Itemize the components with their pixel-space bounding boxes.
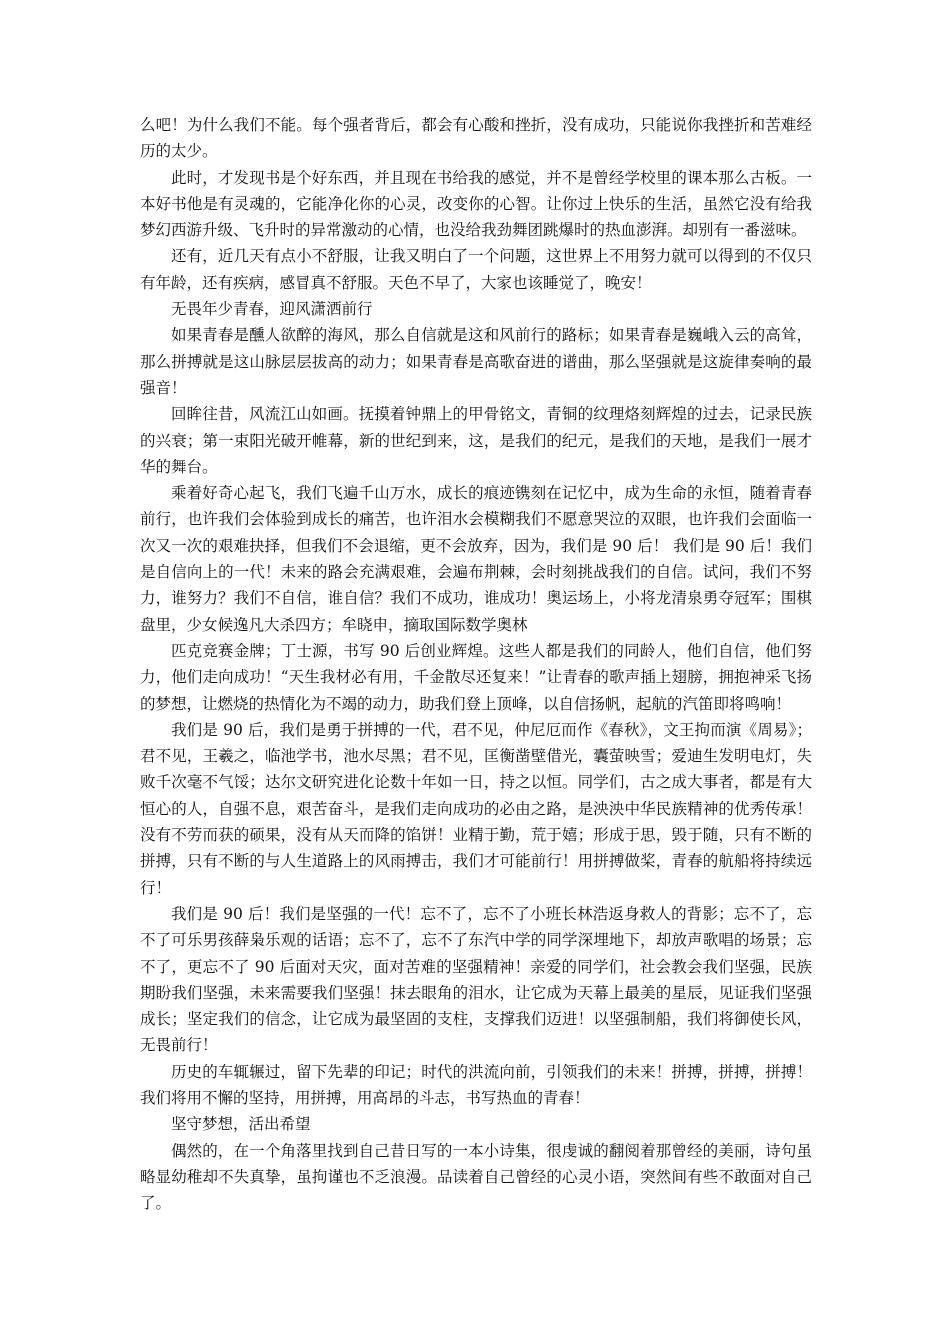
paragraph: 历史的车辄辗过，留下先辈的印记；时代的洪流向前，引领我们的未来！拼搏，拼搏，拼搏！我们将用不懈的坚持，用拼搏，用高昂的斗志，书写热血的青春！ [140,1062,812,1107]
paragraph: 偶然的，在一个角落里找到自己昔日写的一本小诗集，很虔诚的翻阅着那曾经的美丽，诗句虽略显幼稚却不失真挚，虽拘谨也不乏浪漫。品读着自己曾经的心灵小语，突然间有些不敢面对自己了。 [140,1141,812,1213]
document-page [140,112,812,1216]
paragraph: 我们是 90 后，我们是勇于拼搏的一代，君不见，仲尼厄而作《春秋》，文王拘而演《周易》；君不见，王羲之，临池学书，池水尽黑；君不见，匡衡凿壁借光，囊萤映雪；爱迪生发明电灯，失败千次毫不气馁；达尔文研究进化论数十年如一日，持之以恒。同学们，古之成大事者，都是有大恒心的人，自强不息，艰苦奋斗，是我们走向成功的必由之路，是泱泱中华民族精神的优秀传承！没有不劳而获的硕果，没有从天而降的馅饼！业精于勤，荒于嬉；形成于思，毁于随，只有不断的拼搏，只有不断的与人生道路上的风雨搏击，我们才可能前行！用拼搏做桨，青春的航船将持续远行！ [140,720,812,897]
section-title: 坚守梦想，活出希望 [171,1115,311,1134]
paragraph: 此时，才发现书是个好东西，并且现在书给我的感觉，并不是曾经学校里的课本那么古板。一本好书他是有灵魂的，它能净化你的心灵，改变你的心智。让你过上快乐的生活，虽然它没有给我梦幻西游升级、飞升时的异常激动的心情，也没给我劲舞团跳爆时的热血澎湃。却别有一番滋味。 [140,168,812,240]
paragraph: 么吧！为什么我们不能。每个强者背后，都会有心酸和挫折，没有成功，只能说你我挫折和苦难经历的太少。 [140,116,812,161]
section-title: 无畏年少青春，迎风潇洒前行 [171,300,373,319]
paragraph: 回眸往昔，风流江山如画。抚摸着钟鼎上的甲骨铭文，青铜的纹理烙刻辉煌的过去，记录民族的兴衰；第一束阳光破开帷幕，新的世纪到来，这，是我们的纪元，是我们的天地，是我们一展才华的舞台。 [140,405,812,476]
paragraph: 我们是 90 后！我们是坚强的一代！忘不了，忘不了小班长林浩返身救人的背影；忘不了，忘不了可乐男孩薛枭乐观的话语；忘不了，忘不了东汽中学的同学深埋地下，却放声歌唱的场景；忘不了，更忘不了 90 后面对天灾，面对苦难的坚强精神！亲爱的同学们，社会教会我们坚强，民族期盼我们坚强，未来需要我们坚强！抹去眼角的泪水，让它成为天幕上最美的星辰，见证我们坚强成长；坚定我们的信念，让它成为最坚固的支柱，支撑我们迈进！以坚强制船，我们将御使长风，无畏前行！ [140,904,812,1055]
paragraph: 如果青春是醺人欲醉的海风，那么自信就是这和风前行的路标；如果青春是巍峨入云的高耸，那么拼搏就是这山脉层层拔高的动力；如果青春是高歌奋进的谱曲，那么坚强就是这旋律奏响的最强音！ [140,326,812,397]
paragraph: 匹克竞赛金牌；丁士源，书写 90 后创业辉煌。这些人都是我们的同龄人，他们自信，他们努力，他们走向成功！“天生我材必有用，千金散尽还复来！”让青春的歌声插上翅膀，拥抱神采飞扬的梦想，让燃烧的热情化为不竭的动力，助我们登上顶峰，以自信扬帆，起航的汽笛即将鸣响！ [140,641,812,713]
paragraph: 还有，近几天有点小不舒服，让我又明白了一个问题，这世界上不用努力就可以得到的不仅只有年龄，还有疾病，感冒真不舒服。天色不早了，大家也该睡觉了，晚安！ [140,247,812,292]
paragraph: 乘着好奇心起飞，我们飞遍千山万水，成长的痕迹镌刻在记忆中，成为生命的永恒，随着青春前行，也许我们会体验到成长的痛苦，也许泪水会模糊我们不愿意哭泣的双眼，也许我们会面临一次又一次的艰难抉择，但我们不会退缩，更不会放弃，因为，我们是 90 后！ 我们是 90 后！我们是自信向上的一代！未来的路会充满艰难，会遍布荆棘，会时刻挑战我们的自信。试问，我们不努力，谁努力？我们不自信，谁自信？我们不成功，谁成功！奥运场上，小将龙清泉勇夺冠军；围棋盘里，少女候逸凡大杀四方；牟晓申，摘取国际数学奥林 [140,484,812,634]
